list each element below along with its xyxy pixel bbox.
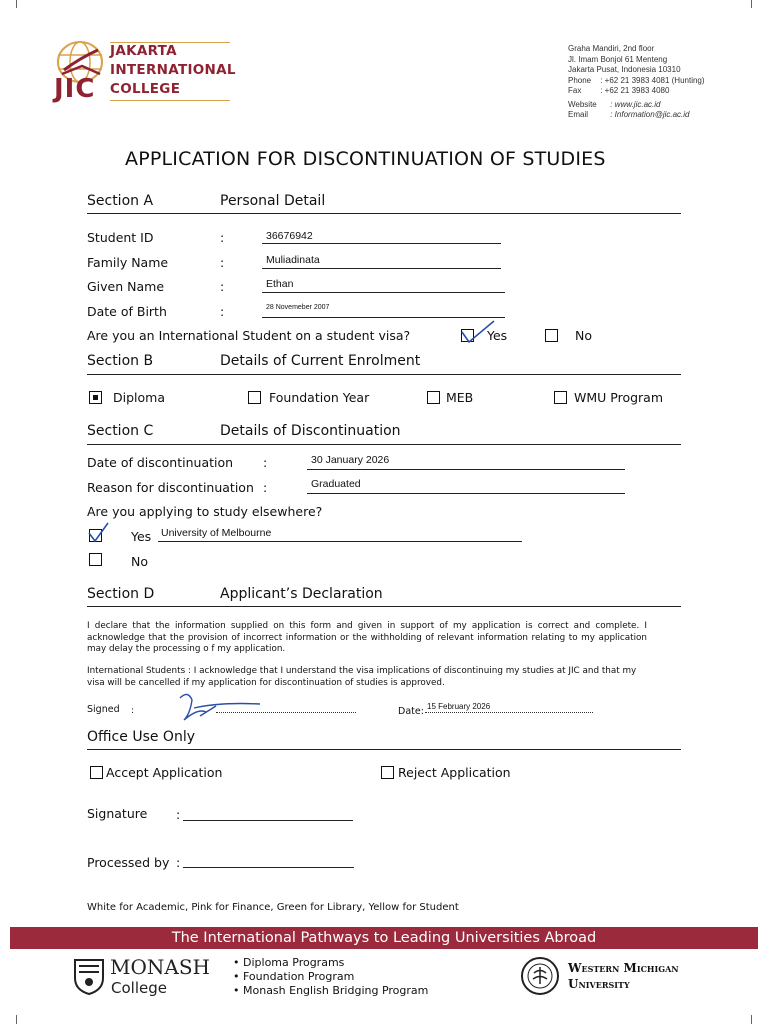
elsewhere-yes-label: Yes [131,529,152,544]
monash-crest-icon [73,958,105,996]
section-d-rule [87,606,681,607]
section-b-code: Section B [87,353,154,369]
intl-no-label: No [575,328,592,343]
wmu-seal-icon [520,956,560,996]
accept-application-checkbox[interactable] [90,766,103,779]
section-a-name: Personal Detail [220,193,326,209]
section-d-name: Applicant’s Declaration [220,586,383,602]
family-name-colon: : [220,255,225,270]
reason-field[interactable]: Graduated [311,478,361,490]
elsewhere-institution-field[interactable]: University of Melbourne [161,527,272,539]
crop-mark [751,0,752,8]
footer-banner-text: The International Pathways to Leading Universities Abroad [171,930,597,946]
crop-mark [751,1015,752,1024]
reason-underline [307,493,625,494]
diploma-label: Diploma [113,390,165,405]
monash-name: MONASH [110,955,210,979]
logo-abbr: JIC [54,74,96,104]
wmu-program-label: WMU Program [574,390,664,405]
website-label: Website [568,99,597,109]
signed-colon: : [131,706,135,716]
address-line2: Jl. Imam Bonjol 61 Menteng [568,54,668,64]
declaration-date-dotted-line [425,712,593,713]
page-title: APPLICATION FOR DISCONTINUATION OF STUDIES [125,148,606,170]
processed-by-colon: : [176,855,181,870]
jic-logo [52,40,236,104]
intl-student-question: Are you an International Student on a student visa? [87,328,411,343]
checkmark-icon [86,519,116,545]
intl-no-checkbox[interactable] [545,329,558,342]
declaration-text: I declare that the information supplied on this form and given in support of my application is correct and complete. I acknowledge that the provision of incorrect information or the withholding of relevant information relating to my application may delay the processing o f my application. [87,621,647,654]
office-signature-line[interactable] [183,820,353,821]
logo-line1: JAKARTA [110,43,177,59]
given-name-colon: : [220,279,225,294]
email-label: Email [568,110,589,119]
logo-line2: INTERNATIONAL [110,62,236,78]
family-name-underline [262,268,501,269]
reject-application-label: Reject Application [398,765,511,780]
elsewhere-institution-underline [158,541,522,542]
section-d-code: Section D [87,586,155,602]
monash-sub: College [111,979,167,997]
student-id-label: Student ID [87,230,154,245]
dob-field[interactable]: 28 Novemeber 2007 [266,304,330,311]
accept-application-label: Accept Application [106,765,223,780]
discontinuation-date-underline [307,469,625,470]
section-c-name: Details of Discontinuation [220,423,401,439]
discontinuation-date-field[interactable]: 30 January 2026 [311,454,390,466]
fax-value: : +62 21 3983 4080 [600,86,670,95]
program-list [233,956,428,998]
processed-by-label: Processed by [87,855,170,870]
phone-label: Phone [568,75,592,85]
dob-label: Date of Birth [87,304,167,319]
elsewhere-no-label: No [131,554,148,569]
section-a-code: Section A [87,193,154,209]
address-block [568,44,758,121]
phone-row [568,76,758,87]
meb-checkbox[interactable] [427,391,440,404]
section-b-rule [87,374,681,375]
website-row [568,100,758,111]
intl-yes-label: Yes [487,328,508,343]
declaration-date-field[interactable]: 15 February 2026 [427,702,491,711]
given-name-label: Given Name [87,279,165,294]
office-use-title: Office Use Only [87,729,195,745]
reason-colon: : [263,480,268,495]
program-item: • Diploma Programs [233,956,345,969]
discontinuation-date-colon: : [263,455,268,470]
elsewhere-question: Are you applying to study elsewhere? [87,504,323,519]
diploma-check-dot [93,395,98,400]
section-a-rule [87,213,681,214]
student-id-colon: : [220,230,225,245]
signature-scribble-icon[interactable] [170,690,270,726]
wmu-line2: University [568,977,630,991]
wmu-line1: Western Michigan [568,961,679,975]
office-signature-colon: : [176,807,181,822]
office-use-rule [87,749,681,750]
declaration-date-label: Date: [398,706,424,717]
email-row [568,110,758,121]
discontinuation-date-label: Date of discontinuation [87,455,234,470]
reason-label: Reason for discontinuation [87,480,254,495]
footer-banner [10,927,758,949]
section-b-name: Details of Current Enrolment [220,353,421,369]
section-c-rule [87,444,681,445]
website-value: : www.jic.ac.id [610,99,661,109]
student-id-underline [262,243,501,244]
given-name-field[interactable]: Ethan [266,278,294,290]
family-name-label: Family Name [87,255,169,270]
logo-line3: COLLEGE [110,81,181,97]
dob-colon: : [220,304,225,319]
foundation-year-checkbox[interactable] [248,391,261,404]
copies-note: White for Academic, Pink for Finance, Green for Library, Yellow for Student [87,902,459,913]
email-value: : Information@jic.ac.id [610,110,690,119]
reject-application-checkbox[interactable] [381,766,394,779]
fax-row [568,86,758,97]
crop-mark [16,1015,17,1024]
signed-dotted-line [216,712,356,713]
phone-value: : +62 21 3983 4081 (Hunting) [600,75,705,85]
crop-mark [16,0,17,8]
wmu-program-checkbox[interactable] [554,391,567,404]
student-id-field[interactable]: 36676942 [266,230,313,242]
processed-by-line[interactable] [183,867,354,868]
elsewhere-no-checkbox[interactable] [89,553,102,566]
signed-label: Signed [87,704,120,715]
office-signature-label: Signature [87,806,148,821]
address-line1: Graha Mandiri, 2nd floor [568,44,655,53]
foundation-year-label: Foundation Year [269,390,370,405]
address-line3: Jakarta Pusat, Indonesia 10310 [568,65,681,74]
meb-label: MEB [446,390,474,405]
given-name-underline [262,292,505,293]
logo-rule-bottom [110,100,230,101]
program-item: • Foundation Program [233,970,355,983]
international-note: International Students : I acknowledge that I understand the visa implications of discontinuing my studies at JIC and that my visa will be cancelled if my application for discontinuation of studies is approved. [87,666,637,688]
section-c-code: Section C [87,423,154,439]
fax-label: Fax [568,86,582,95]
family-name-field[interactable]: Muliadinata [266,254,320,266]
program-item: • Monash English Bridging Program [233,984,429,997]
